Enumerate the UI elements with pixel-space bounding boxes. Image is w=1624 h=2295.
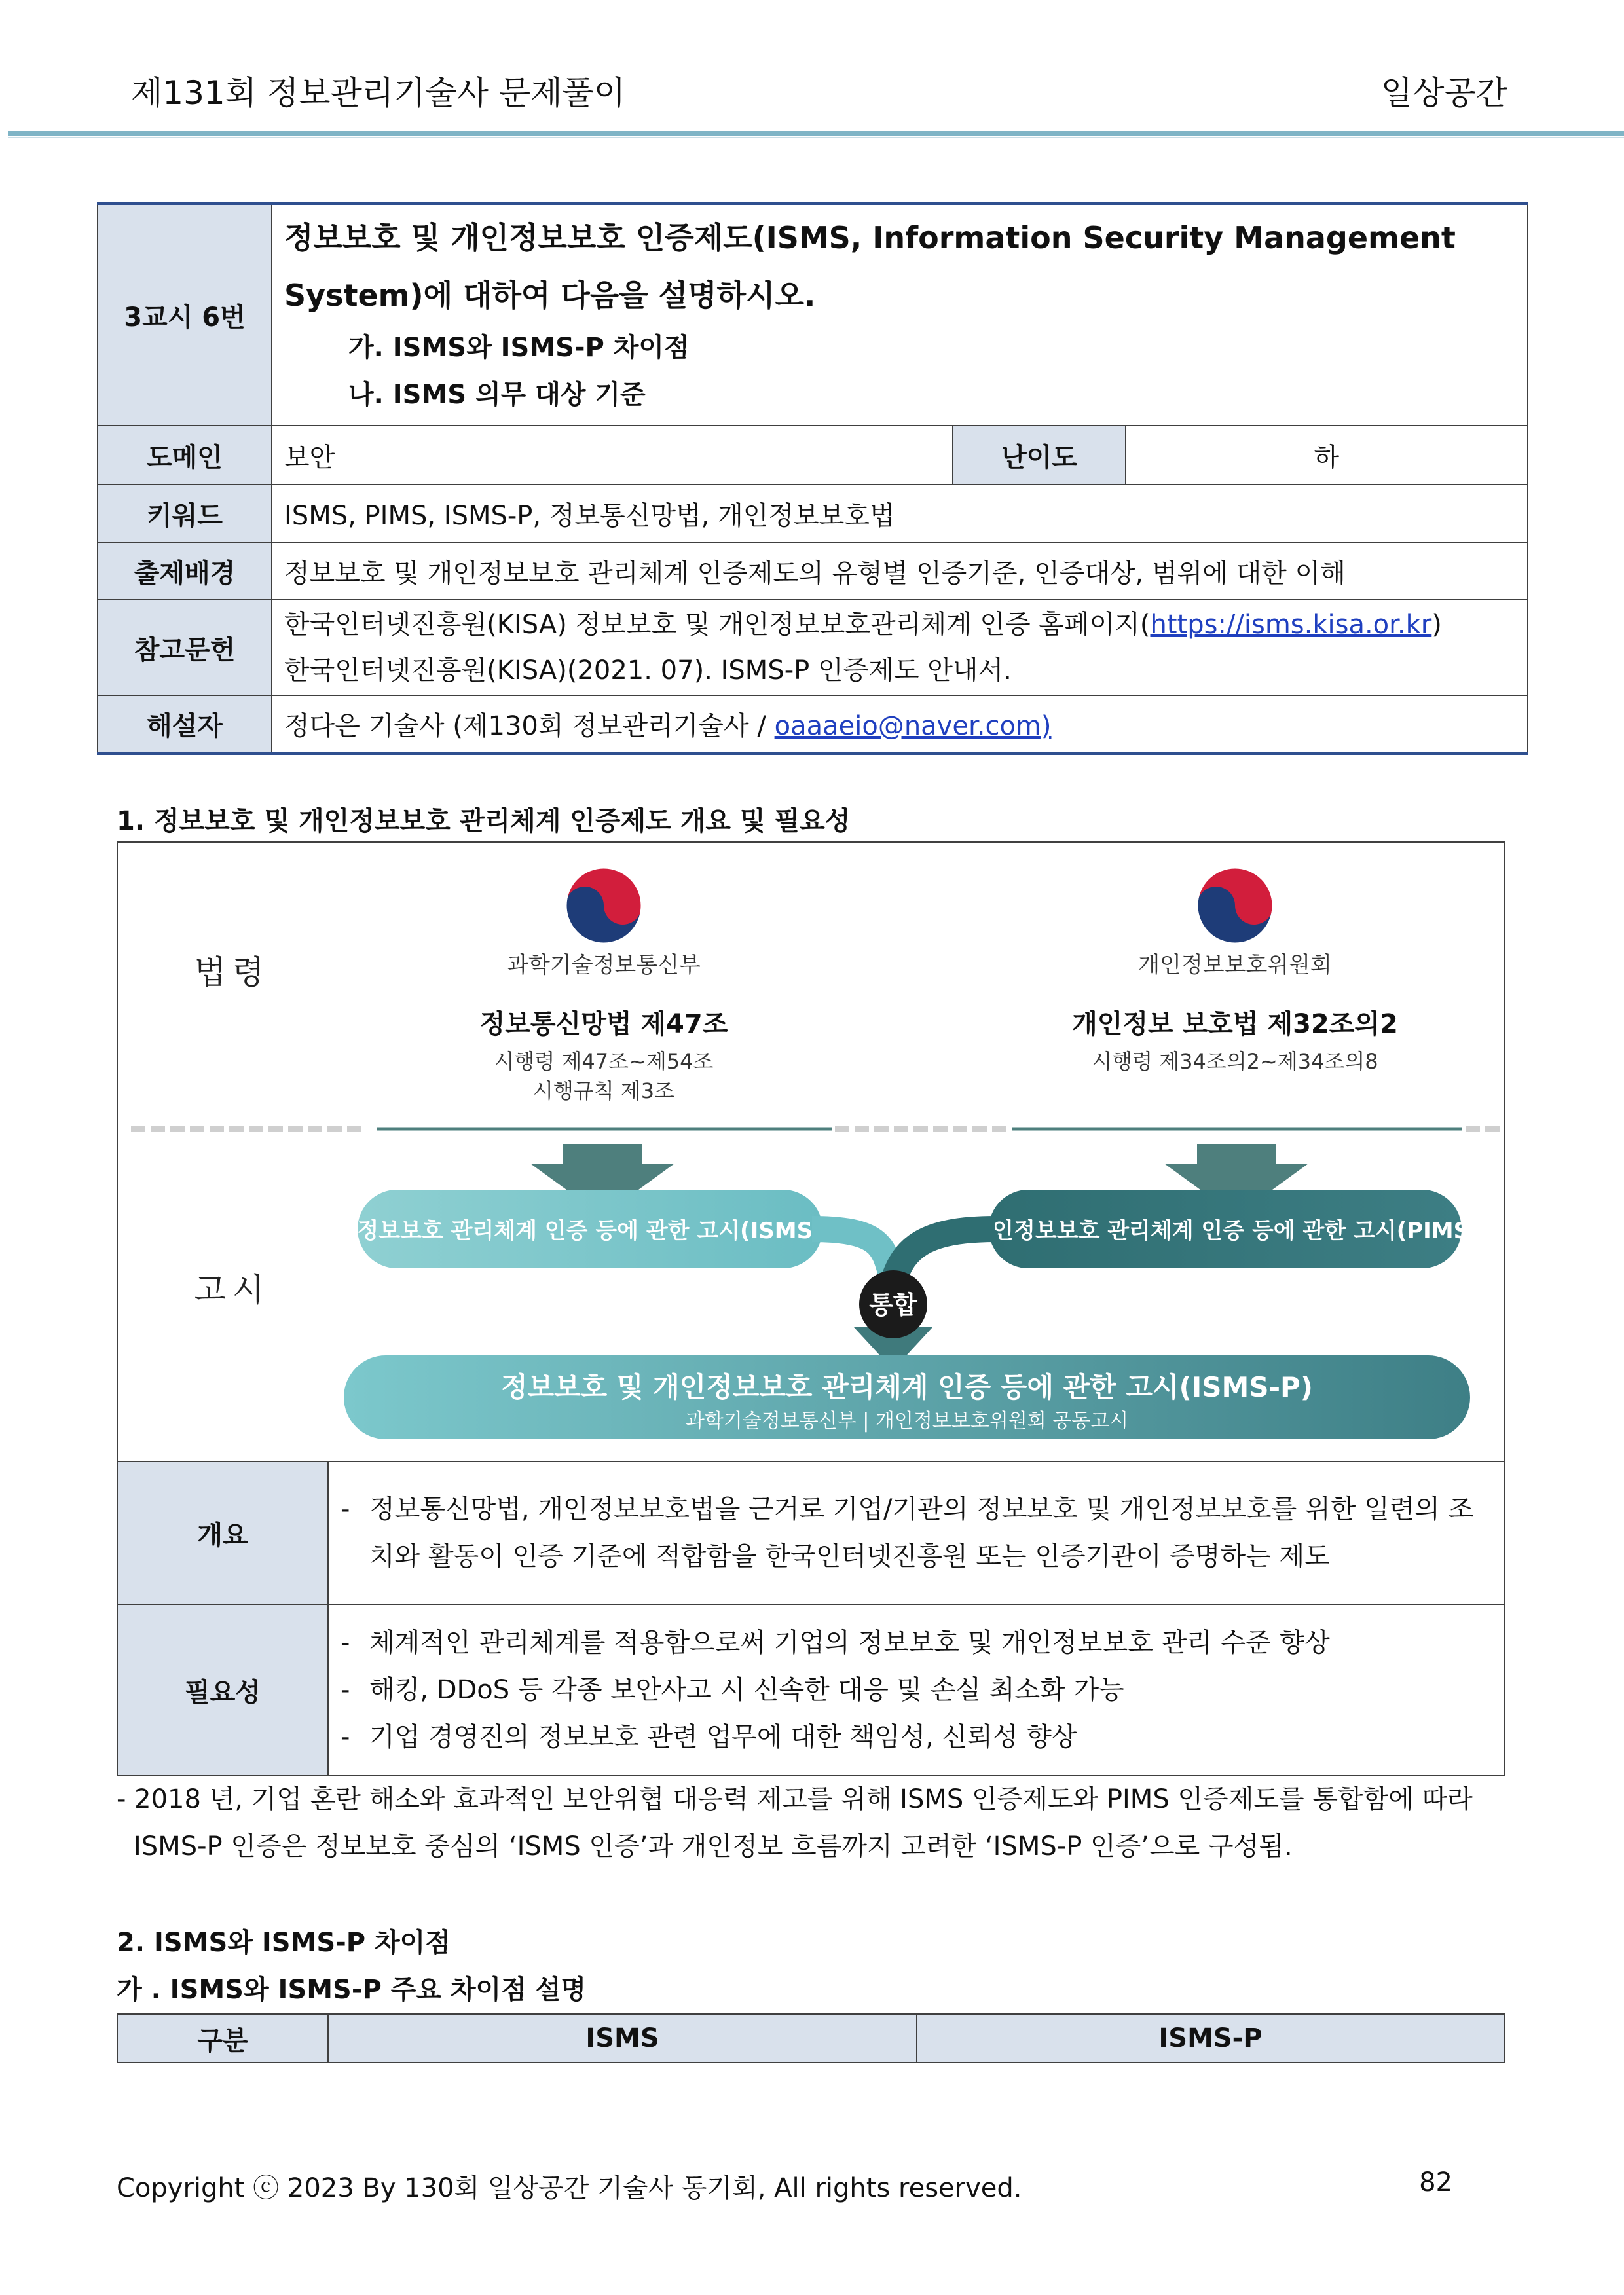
document-title: 제131회 정보관리기술사 문제풀이 (131, 74, 626, 112)
compare-col-category: 구분 (117, 2014, 328, 2063)
compare-col-isms-p: ISMS-P (917, 2014, 1504, 2063)
necessity-item-text: 체계적인 관리체계를 적용함으로써 기업의 정보보호 및 개인정보보호 관리 수준 향상 (369, 1628, 1330, 1658)
isms-p-notice-text: 정보보호 및 개인정보보호 관리체계 인증 등에 관한 고시(ISMS-P) (500, 1371, 1314, 1403)
pims-notice-text: 개인정보보호 관리체계 인증 등에 관한 고시(PIMS) (970, 1218, 1480, 1244)
row-label-law: 법령 (194, 953, 271, 991)
reference-value (272, 600, 1528, 695)
pipc-emblem-icon (1197, 868, 1273, 944)
right-org: 개인정보보호위원회 (1138, 952, 1332, 978)
comparison-header-row (117, 2014, 1504, 2063)
question-meta-table (97, 202, 1528, 755)
reference-row (98, 600, 1528, 695)
note-line-2: ISMS-P 인증은 정보보호 중심의 ‘ISMS 인증’과 개인정보 흐름까지 고려한 ‘ISMS-P 인증’으로 구성됨. (134, 1831, 1293, 1862)
necessity-label: 필요성 (117, 1604, 328, 1776)
reference-1 (284, 602, 1515, 648)
section-2-heading: 2. ISMS와 ISMS-P 차이점 (117, 1928, 451, 1958)
domain-value: 보안 (272, 426, 953, 485)
certification-diagram (117, 841, 1505, 1462)
right-law: 개인정보 보호법 제32조의2 (1072, 1009, 1398, 1039)
isms-p-notice-sub: 과학기술정보통신부 | 개인정보보호위원회 공동고시 (685, 1410, 1129, 1433)
overview-cell (328, 1461, 1504, 1604)
isms-notice-text: 정보보호 관리체계 인증 등에 관한 고시(ISMS) (357, 1218, 823, 1244)
author-email-link[interactable]: oaaaeio@naver.com) (774, 710, 1052, 741)
difficulty-label: 난이도 (953, 426, 1126, 485)
necessity-item: - 해킹, DDoS 등 각종 보안사고 시 신속한 대응 및 손실 최소화 가능 (341, 1666, 1494, 1714)
background-row (98, 542, 1528, 600)
background-value: 정보보호 및 개인정보보호 관리체계 인증제도의 유형별 인증기준, 인증대상, 범위에 대한 이해 (272, 542, 1528, 600)
header-divider-shadow (8, 137, 1624, 138)
reference-1-suffix: ) (1431, 610, 1442, 640)
left-law: 정보통신망법 제47조 (479, 1009, 728, 1039)
necessity-item: - 체계적인 관리체계를 적용함으로써 기업의 정보보호 및 개인정보보호 관리 수준 향상 (341, 1619, 1494, 1666)
overview-row (117, 1461, 1504, 1604)
author-name: 정다은 기술사 (제130회 정보관리기술사 / (284, 710, 775, 741)
question-text: 정보보호 및 개인정보보호 인증제도(ISMS, Information Security Management System)에 대하여 다음을 설명하시오. (284, 220, 1456, 313)
necessity-item: - 기업 경영진의 정보보호 관련 업무에 대한 책임성, 신뢰성 향상 (341, 1714, 1494, 1761)
header-divider (8, 131, 1624, 136)
msit-emblem-icon (566, 868, 642, 944)
domain-label: 도메인 (98, 426, 272, 485)
left-org: 과학기술정보통신부 (507, 952, 701, 978)
question-number: 3교시 6번 (98, 204, 272, 426)
merge-curve-right (893, 1229, 995, 1281)
left-law-sub1: 시행령 제47조~제54조 (494, 1049, 714, 1074)
keyword-label: 키워드 (98, 485, 272, 542)
keyword-row (98, 485, 1528, 542)
kisa-link[interactable]: https://isms.kisa.or.kr (1150, 610, 1432, 640)
page-number: 82 (1419, 2167, 1452, 2197)
merge-label: 통합 (869, 1291, 917, 1319)
necessity-row (117, 1604, 1504, 1776)
necessity-item-text: 기업 경영진의 정보보호 관련 업무에 대한 책임성, 신뢰성 향상 (369, 1722, 1077, 1752)
necessity-item-text: 해킹, DDoS 등 각종 보안사고 시 신속한 대응 및 손실 최소화 가능 (369, 1675, 1124, 1705)
difficulty-value: 하 (1126, 426, 1528, 485)
reference-1-text: 한국인터넷진흥원(KISA) 정보보호 및 개인정보보호관리체계 인증 홈페이지( (284, 610, 1151, 640)
overview-item: - 정보통신망법, 개인정보보호법을 근거로 기업/기관의 정보보호 및 개인정보보호를 위한 일련의 조치와 활동이 인증 기준에 적합함을 한국인터넷진흥원 또는 인증기관이 증명하는 제도 (341, 1486, 1494, 1580)
reference-label: 참고문헌 (98, 600, 272, 695)
copyright: Copyright ⓒ 2023 By 130회 일상공간 기술사 동기회, All rights reserved. (117, 2173, 1022, 2203)
group-name: 일상공간 (1380, 74, 1507, 112)
question-sub-b: 나. ISMS 의무 대상 기준 (348, 380, 646, 410)
reference-2: 한국인터넷진흥원(KISA)(2021. 07). ISMS-P 인증제도 안내서. (284, 655, 1012, 686)
left-law-sub2: 시행규칙 제3조 (532, 1078, 675, 1103)
overview-text: 정보통신망법, 개인정보보호법을 근거로 기업/기관의 정보보호 및 개인정보보호를 위한 일련의 조치와 활동이 인증 기준에 적합함을 한국인터넷진흥원 또는 인증기관이 증명하는 제도 (369, 1494, 1474, 1571)
keyword-value: ISMS, PIMS, ISMS-P, 정보통신망법, 개인정보보호법 (272, 485, 1528, 542)
author-label: 해설자 (98, 695, 272, 753)
question-cell (272, 204, 1528, 426)
overview-table (117, 1461, 1505, 1776)
compare-col-isms: ISMS (328, 2014, 917, 2063)
section-2-subheading: 가 . ISMS와 ISMS-P 주요 차이점 설명 (117, 1975, 587, 2005)
domain-row (98, 426, 1528, 485)
overview-label: 개요 (117, 1461, 328, 1604)
question-row (98, 204, 1528, 426)
author-row (98, 695, 1528, 753)
comparison-table (117, 2013, 1505, 2063)
author-value (272, 695, 1528, 753)
row-label-notice: 고시 (194, 1271, 271, 1309)
necessity-cell (328, 1604, 1504, 1776)
background-label: 출제배경 (98, 542, 272, 600)
right-law-sub1: 시행령 제34조의2~제34조의8 (1092, 1049, 1378, 1074)
question-sub-a: 가. ISMS와 ISMS-P 차이점 (348, 333, 690, 363)
note-line-1: - 2018 년, 기업 혼란 해소와 효과적인 보안위협 대응력 제고를 위해 ISMS 인증제도와 PIMS 인증제도를 통합함에 따라 (117, 1784, 1473, 1814)
section-1-heading: 1. 정보보호 및 개인정보보호 관리체계 인증제도 개요 및 필요성 (117, 806, 851, 836)
